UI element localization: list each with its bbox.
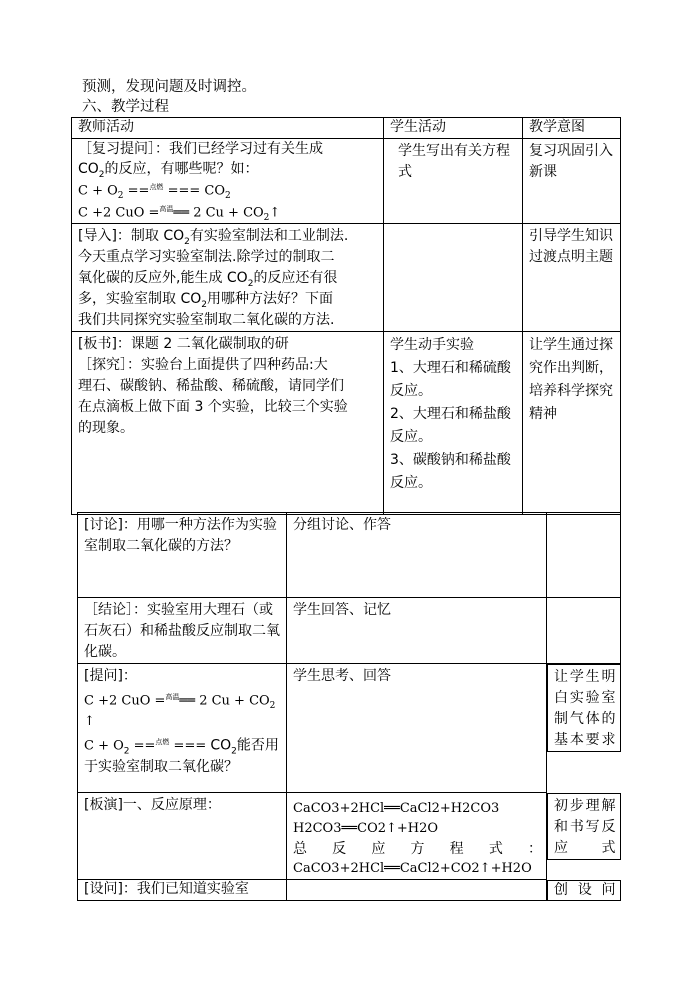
- row-question-student: 学生思考、回答: [287, 664, 547, 793]
- row-demo-student: [287, 793, 547, 880]
- equation-copper-oxide: C +2 CuO =$^{高温}$══ 2 $Cu + CO_2$: [84, 693, 276, 711]
- row-discussion-student: 分组讨论、作答: [287, 513, 547, 598]
- row-inquiry-teacher: [板书]：课题 2 二氧化碳制取的研 ［探究］：实验台上面提供了四种药品:大 理石、碳酸钠、稀盐酸、稀硫酸，请同学们 在点滴板上做下面 3 个实验，比较三个实验 的现象。: [72, 331, 384, 514]
- row-setup-purpose: 创设问: [547, 880, 621, 901]
- row-review-teacher: [72, 139, 384, 224]
- reaction-2: H2CO3══CO2↑+H2O: [293, 821, 439, 836]
- row-demo-teacher: [板演]一、反应原理：: [78, 793, 287, 880]
- row-discussion-purpose: [547, 513, 621, 598]
- row-intro-teacher: [导入]：制取 $CO_2$有实验室制法和工业制法. 今天重点学习实验室制法.除学过的制取二 氧化碳的反应外,能生成 $CO_2$的反应还有很 多，实验室制取 $CO_2$用哪种方法好？下面 我们共同探究实验室制取二氧化碳的方法.: [72, 223, 384, 331]
- teaching-process-table-continued: [77, 512, 621, 901]
- row-inquiry-purpose: 让学生通过探究作出判断，培养科学探究精神: [523, 331, 621, 514]
- row-discussion-teacher: [讨论]：用哪一种方法作为实验室制取二氧化碳的方法？: [78, 513, 287, 598]
- review-question-line: ［复习提问］：我们已经学习过有关生成: [78, 141, 323, 157]
- equation-carbon-oxygen: $C + O_2 ==^{点燃}$ === $CO_2$: [78, 183, 231, 201]
- header-student: 学生活动: [384, 118, 523, 139]
- row-intro-student: [384, 223, 523, 331]
- equation-carbon-copper-oxide: C +2 CuO =$^{高温}$══ 2 $Cu + CO_2↑$: [78, 205, 281, 224]
- overall-equation-label: 总 反 应 方 程 式 ：: [293, 841, 542, 857]
- review-question-line-2: $CO_2$的反应，有哪些呢？如：: [78, 161, 259, 180]
- row-demo-purpose: 初步理解和书写反应式: [547, 793, 621, 860]
- header-teacher: 教师活动: [72, 118, 384, 139]
- row-intro-purpose: 引导学生知识过渡点明主题: [523, 223, 621, 331]
- equation-carbon-oxygen-2: $C + O_2 ==^{点燃}$ === $CO_2$能否用: [84, 737, 279, 757]
- section-heading: 六、教学过程: [82, 99, 169, 115]
- row-conclusion-student: 学生回答、记忆: [287, 598, 547, 664]
- header-purpose: 教学意图: [523, 118, 621, 139]
- teaching-process-table: [71, 117, 621, 515]
- reaction-1: CaCO3+2HCl══CaCl2+H2CO3: [293, 801, 500, 816]
- row-conclusion-purpose: [547, 598, 621, 664]
- intro-line: 预测，发现问题及时调控。: [82, 79, 256, 95]
- row-inquiry-student: 学生动手实验 1、大理石和稀硫酸反应。 2、大理石和稀盐酸反应。 3、碳酸钠和稀盐酸反应。: [384, 331, 523, 514]
- row-setup-teacher: [设问]：我们已知道实验室: [78, 880, 287, 901]
- row-conclusion-teacher: ［结论］：实验室用大理石（或石灰石）和稀盐酸反应制取二氧化碳。: [78, 598, 287, 664]
- row-question-teacher: [提问]： C +2 CuO =$^{高温}$══ 2 $Cu + CO_2$ ↑ $C + O_2 ==^{点燃}$ === $CO_2$能否用 于实验室制取二氧化碳？: [78, 664, 287, 793]
- row-review-student: 学生写出有关方程式: [384, 139, 523, 224]
- reaction-overall: CaCO3+2HCl══CaCl2+CO2↑+H2O: [293, 861, 532, 876]
- row-question-purpose: 让学生明白实验室制气体的基本要求: [547, 664, 621, 752]
- row-setup-student: [287, 880, 547, 901]
- row-review-purpose: 复习巩固引入新课: [523, 139, 621, 224]
